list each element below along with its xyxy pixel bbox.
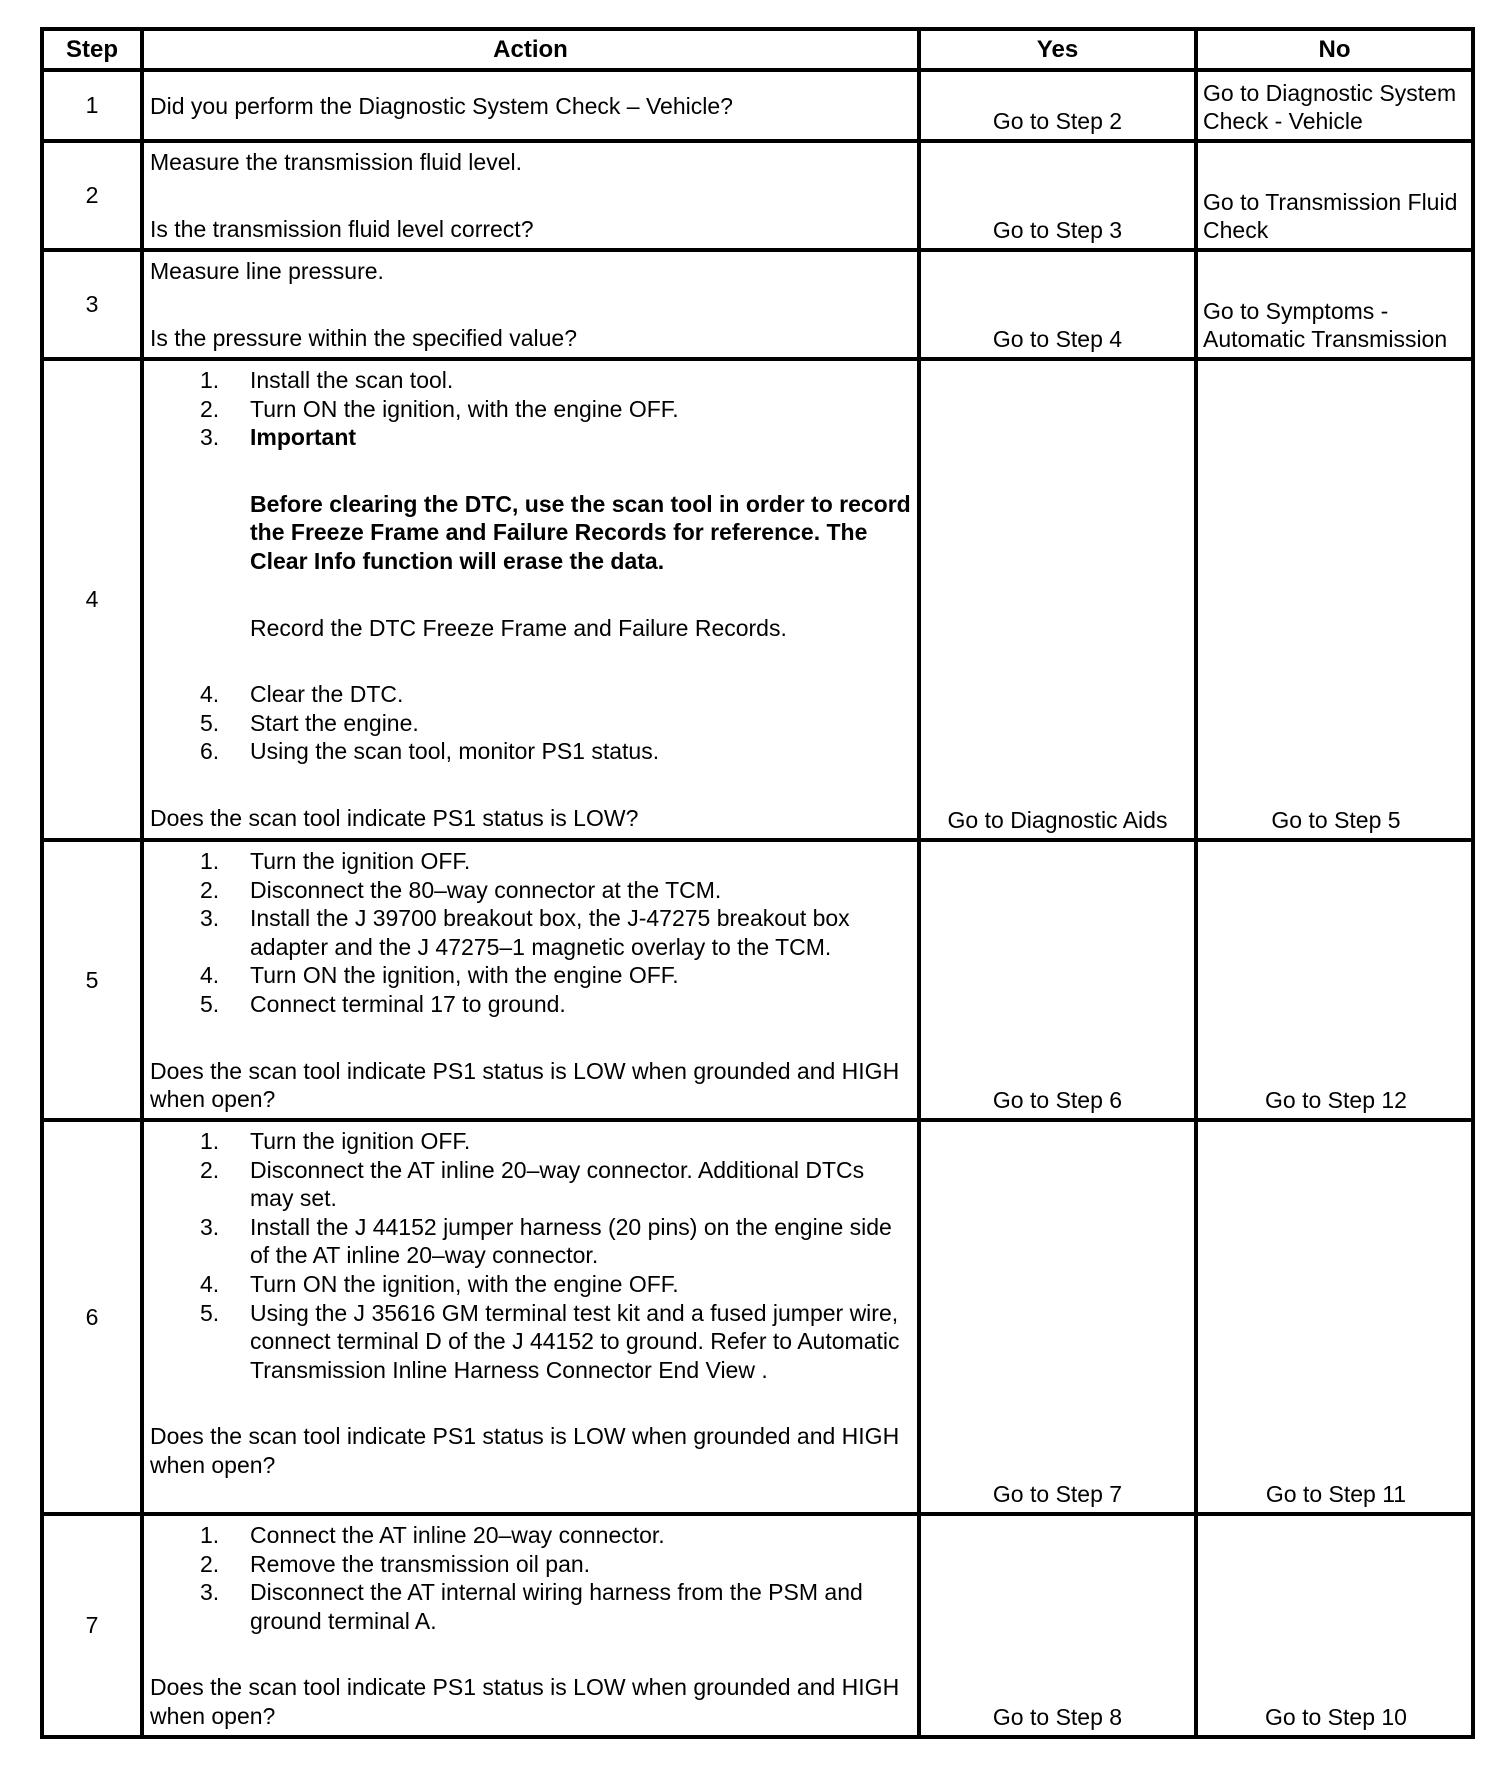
list-item: 1. Turn the ignition OFF. — [200, 848, 471, 874]
no-outcome: Go to Step 5 — [1196, 359, 1473, 840]
list-item: 2. Disconnect the 80–way connector at the TCM. — [200, 876, 722, 903]
step-number: 4 — [42, 359, 142, 840]
header-action: Action — [142, 29, 919, 70]
no-outcome: Go to Diagnostic System Check - Vehicle — [1196, 70, 1473, 141]
yes-outcome: Go to Diagnostic Aids — [919, 359, 1196, 840]
action-cell — [142, 1514, 919, 1737]
action-cell — [142, 359, 919, 840]
list-item: 3. Disconnect the AT internal wiring harness from the PSM and ground terminal A. — [200, 1579, 863, 1634]
no-outcome: Go to Symptoms - Automatic Transmission — [1196, 250, 1473, 359]
procedure-list — [150, 366, 913, 452]
table-row — [42, 141, 1473, 250]
table-row — [42, 70, 1473, 141]
yes-outcome: Go to Step 2 — [919, 70, 1196, 141]
list-item: 2. Turn ON the ignition, with the engine OFF. — [200, 395, 679, 422]
list-item: 5. Connect terminal 17 to ground. — [200, 990, 566, 1017]
step-number: 1 — [42, 70, 142, 141]
list-item: 4. Turn ON the ignition, with the engine OFF. — [200, 1270, 679, 1297]
list-item: 2. Disconnect the AT inline 20–way connector. Additional DTCs may set. — [200, 1156, 865, 1212]
list-item: 5. Using the J 35616 GM terminal test kit and a fused jumper wire, connect terminal D of the J 44152 to ground. Refer to Automatic Transmission Inline Harness Connector End View . — [200, 1299, 900, 1383]
table-row — [42, 359, 1473, 840]
step-number: 7 — [42, 1514, 142, 1737]
list-item: 3. Important — [200, 424, 357, 451]
header-row — [42, 29, 1473, 70]
yes-outcome: Go to Step 7 — [919, 1120, 1196, 1514]
list-item: 4. Clear the DTC. — [200, 681, 404, 708]
step-number: 2 — [42, 141, 142, 250]
step-number: 6 — [42, 1120, 142, 1514]
no-outcome: Go to Step 10 — [1196, 1514, 1473, 1737]
list-item: 3. Install the J 39700 breakout box, the J-47275 breakout box adapter and the J 47275–1 magnetic overlay to the TCM. — [200, 905, 850, 960]
list-item: 1. Turn the ignition OFF. — [200, 1128, 471, 1154]
important-label: Important — [250, 424, 357, 451]
procedure-list — [150, 1127, 913, 1384]
step-number: 5 — [42, 840, 142, 1120]
header-step: Step — [42, 29, 142, 70]
header-no: No — [1196, 29, 1473, 70]
action-cell — [142, 70, 919, 141]
action-question: Does the scan tool indicate PS1 status is LOW when grounded and HIGH when open? — [150, 1057, 900, 1113]
action-instruction: Measure line pressure. — [150, 258, 384, 284]
action-cell — [142, 840, 919, 1120]
yes-outcome: Go to Step 6 — [919, 840, 1196, 1120]
yes-outcome: Go to Step 4 — [919, 250, 1196, 359]
action-cell — [142, 141, 919, 250]
list-item: 1. Connect the AT inline 20–way connector. — [200, 1522, 665, 1548]
header-yes: Yes — [919, 29, 1196, 70]
no-outcome: Go to Step 11 — [1196, 1120, 1473, 1514]
action-cell — [142, 1120, 919, 1514]
table-row — [42, 250, 1473, 359]
diagnostic-table — [40, 27, 1475, 1739]
procedure-list — [150, 680, 913, 766]
action-cell — [142, 250, 919, 359]
procedure-list — [150, 1521, 913, 1635]
list-item: 2. Remove the transmission oil pan. — [200, 1550, 591, 1577]
list-item: 3. Install the J 44152 jumper harness (20 pins) on the engine side of the AT inline 20–way connector. — [200, 1213, 892, 1269]
table-row — [42, 1514, 1473, 1737]
list-item: 4. Turn ON the ignition, with the engine OFF. — [200, 962, 679, 989]
table-row — [42, 1120, 1473, 1514]
no-outcome: Go to Step 12 — [1196, 840, 1473, 1120]
table-row — [42, 840, 1473, 1120]
important-notice: Before clearing the DTC, use the scan tool in order to record the Freeze Frame and Failure Records for reference. The Clear Info function will erase the data. — [250, 490, 911, 574]
list-item: 6. Using the scan tool, monitor PS1 status. — [200, 738, 660, 765]
list-item: 1. Install the scan tool. — [200, 367, 454, 393]
action-question: Does the scan tool indicate PS1 status is LOW? — [150, 804, 639, 831]
action-question: Is the pressure within the specified value? — [150, 324, 578, 351]
action-question: Is the transmission fluid level correct? — [150, 215, 534, 242]
step-number: 3 — [42, 250, 142, 359]
procedure-list — [150, 847, 913, 1019]
yes-outcome: Go to Step 3 — [919, 141, 1196, 250]
yes-outcome: Go to Step 8 — [919, 1514, 1196, 1737]
list-item: 5. Start the engine. — [200, 709, 419, 736]
action-instruction: Measure the transmission fluid level. — [150, 149, 522, 175]
action-question: Did you perform the Diagnostic System Check – Vehicle? — [150, 92, 733, 119]
no-outcome: Go to Transmission Fluid Check — [1196, 141, 1473, 250]
action-question: Does the scan tool indicate PS1 status is LOW when grounded and HIGH when open? — [150, 1674, 900, 1729]
important-note: Record the DTC Freeze Frame and Failure Records. — [250, 614, 787, 641]
action-question: Does the scan tool indicate PS1 status is LOW when grounded and HIGH when open? — [150, 1423, 900, 1478]
